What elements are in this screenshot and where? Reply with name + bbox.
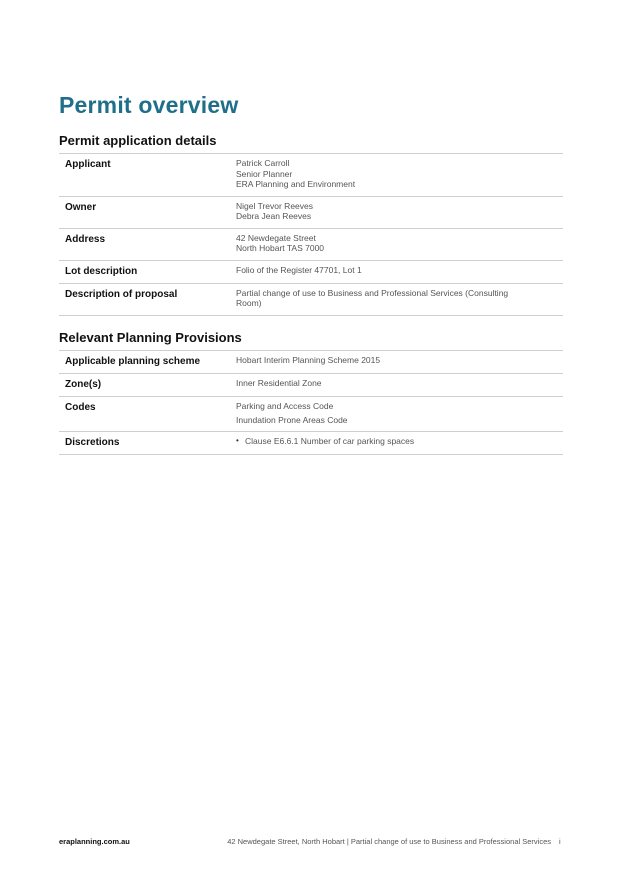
value-line: North Hobart TAS 7000 xyxy=(236,243,325,253)
page-title: Permit overview xyxy=(59,92,239,118)
value-line: Parking and Access Code xyxy=(236,401,334,411)
row-label: Description of proposal xyxy=(59,283,236,315)
row-label: Discretions xyxy=(59,432,236,455)
table-row-owner xyxy=(59,196,563,228)
value-line: Patrick Carroll xyxy=(236,158,290,168)
row-label: Lot description xyxy=(59,260,236,283)
bullet-icon: • xyxy=(236,436,239,445)
value-line: Room) xyxy=(236,298,262,308)
row-label: Applicant xyxy=(59,154,236,197)
footer-website: eraplanning.com.au xyxy=(59,837,130,846)
row-value xyxy=(236,351,563,374)
value-line: Debra Jean Reeves xyxy=(236,211,312,221)
footer-page-number: i xyxy=(559,837,561,846)
row-value xyxy=(236,196,563,228)
section-title-permit-application: Permit application details xyxy=(59,133,217,148)
row-label: Address xyxy=(59,228,236,260)
value-line: Partial change of use to Business and Professional Services (Consulting xyxy=(236,287,509,298)
value-line: Hobart Interim Planning Scheme 2015 xyxy=(236,355,381,365)
table-row-discretions xyxy=(59,432,563,455)
value-line: Inner Residential Zone xyxy=(236,378,322,388)
value-line: 42 Newdegate Street xyxy=(236,232,316,243)
row-value xyxy=(236,432,563,455)
row-value xyxy=(236,283,563,315)
row-value xyxy=(236,397,563,432)
value-line: Inundation Prone Areas Code xyxy=(236,414,348,425)
table-row-planning-scheme xyxy=(59,351,563,374)
row-value xyxy=(236,228,563,260)
value-line: Senior Planner xyxy=(236,168,293,179)
permit-application-table xyxy=(59,153,563,316)
table-row-description-of-proposal xyxy=(59,283,563,315)
row-value xyxy=(236,260,563,283)
table-row-lot-description xyxy=(59,260,563,283)
table-row-zones xyxy=(59,374,563,397)
row-label: Owner xyxy=(59,196,236,228)
table-row-codes xyxy=(59,397,563,432)
value-line: Folio of the Register 47701, Lot 1 xyxy=(236,264,362,275)
value-line: ERA Planning and Environment xyxy=(236,179,356,189)
footer-description: 42 Newdegate Street, North Hobart | Partial change of use to Business and Professional Services xyxy=(227,837,551,846)
value-line: Nigel Trevor Reeves xyxy=(236,200,314,211)
table-row-applicant xyxy=(59,154,563,197)
row-label: Codes xyxy=(59,397,236,432)
row-label: Applicable planning scheme xyxy=(59,351,236,374)
row-label: Zone(s) xyxy=(59,374,236,397)
section-title-planning-provisions: Relevant Planning Provisions xyxy=(59,330,242,345)
table-row-address xyxy=(59,228,563,260)
row-value xyxy=(236,154,563,197)
planning-provisions-table xyxy=(59,350,563,455)
bullet-item xyxy=(236,436,563,447)
row-value xyxy=(236,374,563,397)
bullet-text: Clause E6.6.1 Number of car parking spaces xyxy=(245,436,415,446)
